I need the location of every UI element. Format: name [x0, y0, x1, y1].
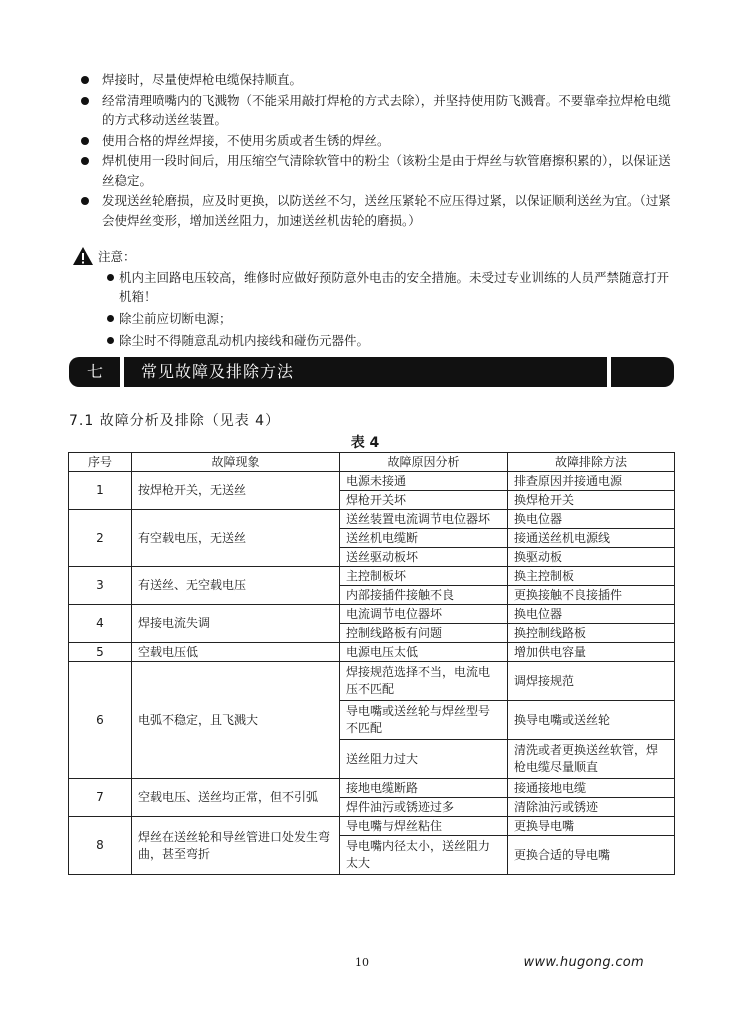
website-link[interactable]: www.hugong.com — [523, 955, 644, 970]
row-number: 6 — [69, 662, 132, 779]
fix-cell: 调焊接规范 — [508, 662, 675, 701]
list-item — [107, 331, 672, 350]
symptom-cell: 有空载电压，无送丝 — [132, 510, 340, 567]
warning-icon — [72, 246, 94, 266]
symptom-cell: 空载电压、送丝均正常，但不引弧 — [132, 779, 340, 817]
bullet-dot-icon — [81, 137, 89, 145]
cause-cell: 焊件油污或锈迹过多 — [340, 798, 508, 817]
fix-cell: 换电位器 — [508, 510, 675, 529]
symptom-cell: 电弧不稳定，且飞溅大 — [132, 662, 340, 779]
symptom-cell: 有送丝、无空载电压 — [132, 567, 340, 605]
cause-cell: 电源电压太低 — [340, 643, 508, 662]
list-item — [78, 70, 678, 90]
row-number: 1 — [69, 472, 132, 510]
cause-cell: 导电嘴或送丝轮与焊丝型号不匹配 — [340, 701, 508, 740]
fix-cell: 更换接触不良接插件 — [508, 586, 675, 605]
table-row — [69, 817, 675, 836]
notice-text: 除尘前应切断电源； — [119, 311, 232, 326]
bullet-text: 焊接时，尽量使焊枪电缆保持顺直。 — [102, 72, 303, 87]
notice-header — [72, 246, 672, 266]
bullet-dot-icon — [107, 337, 114, 344]
cause-cell: 电源未接通 — [340, 472, 508, 491]
cause-cell: 送丝装置电流调节电位器坏 — [340, 510, 508, 529]
notice-text: 除尘时不得随意乱动机内接线和碰伤元器件。 — [119, 333, 370, 348]
cause-cell: 焊枪开关坏 — [340, 491, 508, 510]
row-number: 3 — [69, 567, 132, 605]
fix-cell: 接通送丝机电源线 — [508, 529, 675, 548]
bullet-text: 发现送丝轮磨损，应及时更换，以防送丝不匀，送丝压紧轮不应压得过紧，以保证顺利送丝为宜。（过紧会使焊丝变形，增加送丝阻力，加速送丝机齿轮的磨损。） — [102, 193, 671, 228]
fix-cell: 更换导电嘴 — [508, 817, 675, 836]
fix-cell: 换控制线路板 — [508, 624, 675, 643]
section-number: 七 — [86, 362, 103, 381]
bullet-dot-icon — [107, 274, 114, 281]
col-header-number: 序号 — [69, 453, 132, 472]
notice-label: 注意： — [98, 249, 136, 264]
bullet-dot-icon — [81, 197, 89, 205]
notice-block — [72, 246, 672, 353]
maintenance-list — [78, 70, 678, 231]
fix-cell: 换焊枪开关 — [508, 491, 675, 510]
notice-text: 机内主回路电压较高，维修时应做好预防意外电击的安全措施。未受过专业训练的人员严禁随意打开机箱！ — [119, 270, 670, 304]
subsection-title: 7.1 故障分析及排除（见表 4） — [69, 413, 281, 429]
list-item — [78, 191, 678, 230]
notice-list — [107, 268, 672, 350]
section-divider — [607, 357, 611, 387]
row-number: 2 — [69, 510, 132, 567]
table-row — [69, 662, 675, 701]
list-item — [107, 309, 672, 328]
cause-cell: 控制线路板有问题 — [340, 624, 508, 643]
bullet-dot-icon — [81, 97, 89, 105]
cause-cell: 送丝驱动板坏 — [340, 548, 508, 567]
table-row — [69, 567, 675, 586]
cause-cell: 送丝阻力过大 — [340, 740, 508, 779]
table-title: 表 4 — [350, 435, 380, 451]
col-header-fix: 故障排除方法 — [508, 453, 675, 472]
row-number: 7 — [69, 779, 132, 817]
cause-cell: 主控制板坏 — [340, 567, 508, 586]
section-header — [69, 357, 673, 387]
fault-table — [68, 452, 675, 875]
fix-cell: 增加供电容量 — [508, 643, 675, 662]
fix-cell: 排查原因并接通电源 — [508, 472, 675, 491]
table-row — [69, 510, 675, 529]
symptom-cell: 按焊枪开关，无送丝 — [132, 472, 340, 510]
table-row — [69, 605, 675, 624]
bullet-text: 焊机使用一段时间后，用压缩空气清除软管中的粉尘（该粉尘是由于焊丝与软管磨擦积累的），以保证送丝稳定。 — [102, 153, 671, 188]
table-row — [69, 643, 675, 662]
cause-cell: 送丝机电缆断 — [340, 529, 508, 548]
fix-cell: 清除油污或锈迹 — [508, 798, 675, 817]
list-item — [78, 131, 678, 151]
bullet-dot-icon — [81, 157, 89, 165]
cause-cell: 电流调节电位器坏 — [340, 605, 508, 624]
row-number: 4 — [69, 605, 132, 643]
fix-cell: 换主控制板 — [508, 567, 675, 586]
cause-cell: 导电嘴内径太小，送丝阻力太大 — [340, 836, 508, 875]
fix-cell: 换导电嘴或送丝轮 — [508, 701, 675, 740]
bullet-dot-icon — [81, 76, 89, 84]
fix-cell: 接通接地电缆 — [508, 779, 675, 798]
cause-cell: 接地电缆断路 — [340, 779, 508, 798]
bullet-dot-icon — [107, 315, 114, 322]
page-number: 10 — [355, 956, 369, 969]
section-title: 常见故障及排除方法 — [141, 362, 295, 381]
row-number: 5 — [69, 643, 132, 662]
cause-cell: 焊接规范选择不当，电流电压不匹配 — [340, 662, 508, 701]
cause-cell: 内部接插件接触不良 — [340, 586, 508, 605]
list-item — [107, 268, 672, 306]
row-number: 8 — [69, 817, 132, 875]
table-row — [69, 779, 675, 798]
symptom-cell: 焊接电流失调 — [132, 605, 340, 643]
symptom-cell: 空载电压低 — [132, 643, 340, 662]
cause-cell: 导电嘴与焊丝粘住 — [340, 817, 508, 836]
table-row — [69, 472, 675, 491]
bullet-text: 使用合格的焊丝焊接，不使用劣质或者生锈的焊丝。 — [102, 132, 390, 148]
fix-cell: 换电位器 — [508, 605, 675, 624]
list-item — [78, 151, 678, 190]
col-header-cause: 故障原因分析 — [340, 453, 508, 472]
bullet-text: 经常清理喷嘴内的飞溅物（不能采用敲打焊枪的方式去除），并坚持使用防飞溅膏。不要靠牵拉焊枪电缆的方式移动送丝装置。 — [102, 92, 671, 127]
table-header-row — [69, 453, 675, 472]
fix-cell: 换驱动板 — [508, 548, 675, 567]
fix-cell: 清洗或者更换送丝软管，焊枪电缆尽量顺直 — [508, 740, 675, 779]
symptom-cell: 焊丝在送丝轮和导丝管进口处发生弯曲，甚至弯折 — [132, 817, 340, 875]
list-item — [78, 91, 678, 130]
col-header-symptom: 故障现象 — [132, 453, 340, 472]
fix-cell: 更换合适的导电嘴 — [508, 836, 675, 875]
